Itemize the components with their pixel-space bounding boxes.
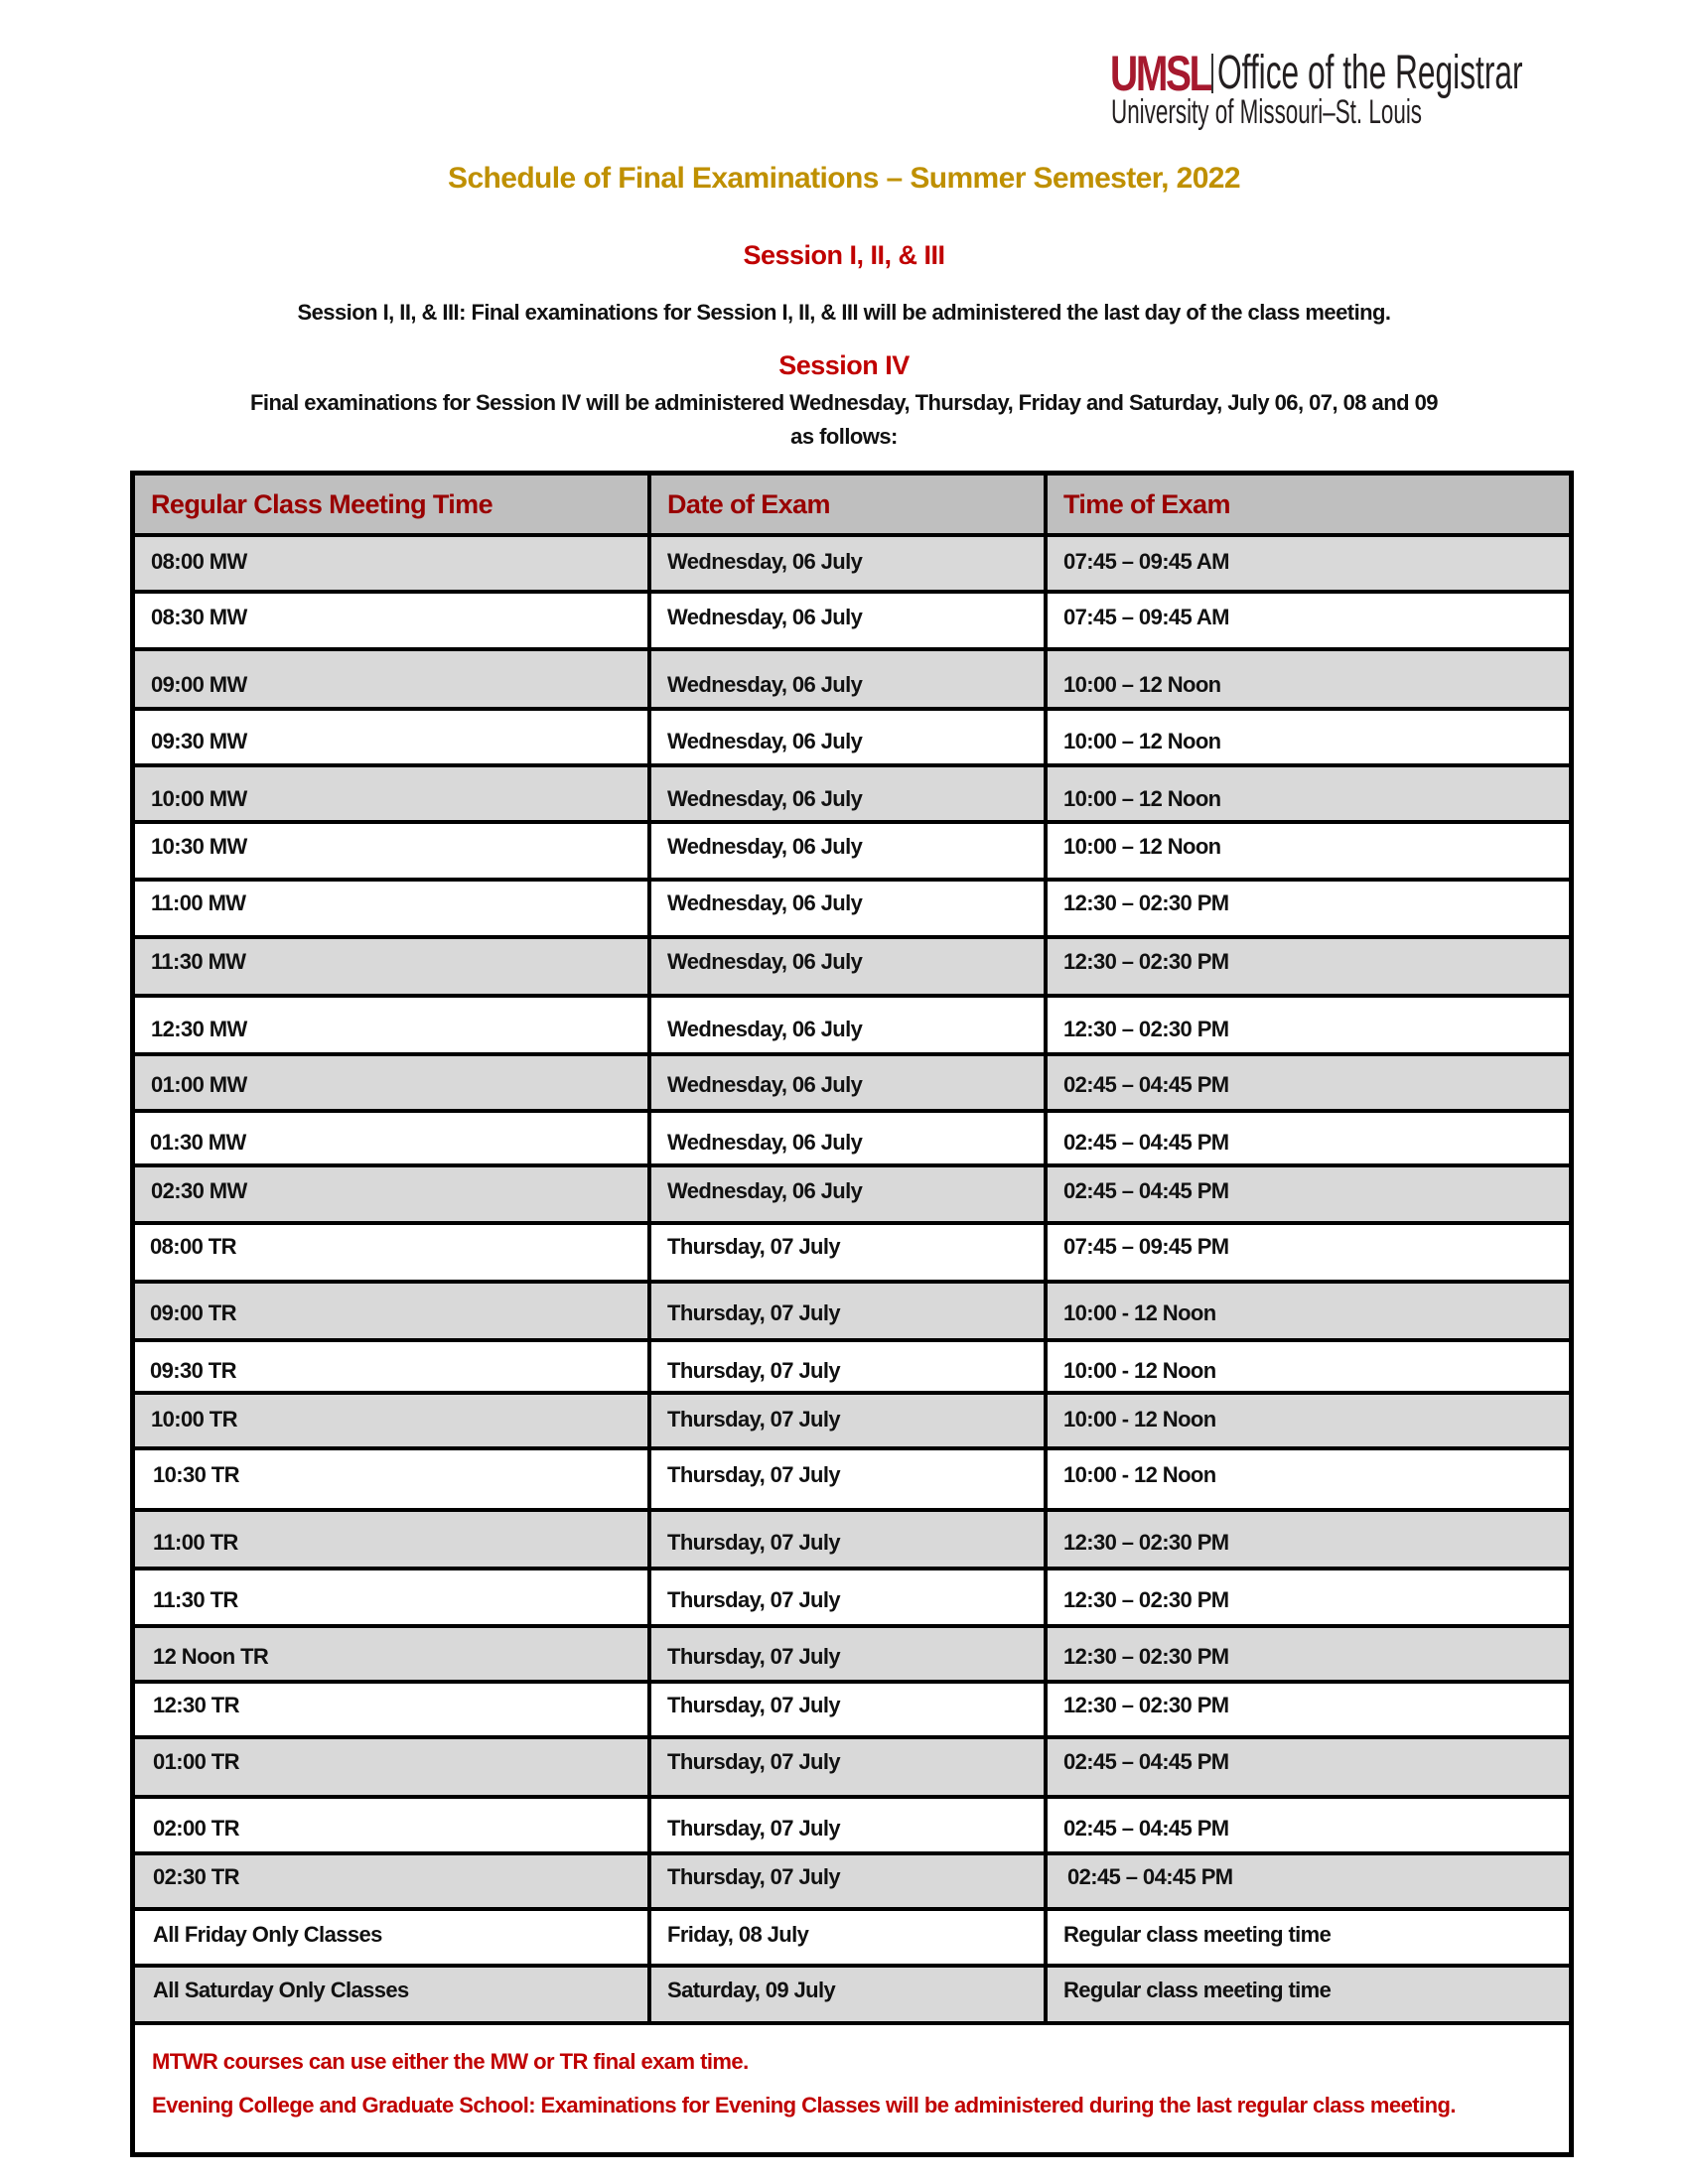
cell-meeting-time: 11:30 TR	[153, 1587, 238, 1612]
umsl-registrar-logo	[1110, 48, 1607, 137]
table-row	[135, 1342, 1569, 1395]
session-1-3-text: Session I, II, & III: Final examinations for Session I, II, & III will be administered the last day of the class meeting.	[297, 300, 1391, 325]
cell-exam-date: Wednesday, 06 July	[667, 1072, 863, 1097]
table-row	[135, 939, 1569, 998]
cell-exam-date: Thursday, 07 July	[667, 1644, 841, 1669]
cell-exam-time: 12:30 – 02:30 PM	[1063, 890, 1229, 915]
cell-exam-time: 10:00 - 12 Noon	[1063, 1300, 1216, 1325]
header-meeting-time: Regular Class Meeting Time	[151, 489, 493, 519]
cell-exam-date: Wednesday, 06 July	[667, 605, 863, 629]
cell-exam-time: 10:00 – 12 Noon	[1063, 834, 1221, 859]
note-evening-classes: Evening College and Graduate School: Examinations for Evening Classes will be administered during the last regular class meeting.	[152, 2093, 1456, 2117]
cell-exam-date: Thursday, 07 July	[667, 1816, 841, 1841]
cell-meeting-time: All Friday Only Classes	[153, 1922, 382, 1947]
header-exam-date: Date of Exam	[667, 489, 830, 519]
cell-meeting-time: 10:00 MW	[151, 786, 247, 811]
cell-exam-date: Wednesday, 06 July	[667, 549, 863, 574]
logo-divider	[1211, 54, 1213, 93]
session-4-text-line1: Final examinations for Session IV will be administered Wednesday, Thursday, Friday and Saturday, July 06, 07, 08 and 09	[250, 390, 1438, 415]
page-title: Schedule of Final Examinations – Summer Semester, 2022	[448, 162, 1240, 195]
cell-exam-time: 02:45 – 04:45 PM	[1063, 1130, 1229, 1155]
cell-exam-date: Thursday, 07 July	[667, 1407, 841, 1432]
cell-meeting-time: 08:00 MW	[151, 549, 247, 574]
exam-schedule-table	[130, 471, 1574, 2157]
cell-exam-time: 07:45 – 09:45 PM	[1063, 1234, 1229, 1259]
cell-exam-date: Wednesday, 06 July	[667, 1178, 863, 1203]
table-row	[135, 537, 1569, 594]
header-exam-time: Time of Exam	[1063, 489, 1230, 519]
table-row	[135, 998, 1569, 1056]
cell-exam-time: 02:45 – 04:45 PM	[1063, 1178, 1229, 1203]
table-row	[135, 1450, 1569, 1512]
table-row	[135, 594, 1569, 651]
cell-exam-date: Thursday, 07 July	[667, 1587, 841, 1612]
cell-meeting-time: 01:30 MW	[150, 1130, 246, 1155]
cell-exam-date: Thursday, 07 July	[667, 1234, 841, 1259]
cell-exam-time: 12:30 – 02:30 PM	[1063, 1530, 1229, 1555]
column-divider-2	[1044, 476, 1048, 2025]
table-row	[135, 1684, 1569, 1739]
cell-exam-date: Thursday, 07 July	[667, 1864, 841, 1889]
table-row	[135, 1113, 1569, 1167]
session-1-3-heading: Session I, II, & III	[743, 240, 945, 270]
cell-meeting-time: 11:30 MW	[151, 949, 246, 974]
cell-meeting-time: 12 Noon TR	[153, 1644, 269, 1669]
table-row	[135, 1799, 1569, 1855]
table-row	[135, 1968, 1569, 2025]
cell-exam-time: 02:45 – 04:45 PM	[1063, 1816, 1229, 1841]
cell-exam-time: 12:30 – 02:30 PM	[1063, 949, 1229, 974]
cell-exam-date: Friday, 08 July	[667, 1922, 809, 1947]
cell-meeting-time: 01:00 TR	[153, 1749, 239, 1774]
table-row	[135, 651, 1569, 711]
cell-exam-date: Wednesday, 06 July	[667, 672, 863, 697]
table-row	[135, 824, 1569, 882]
logo-office-name: Office of the Registrar	[1217, 47, 1523, 99]
cell-exam-time: 10:00 - 12 Noon	[1063, 1407, 1216, 1432]
cell-exam-time: 12:30 – 02:30 PM	[1063, 1693, 1229, 1717]
note-mtwr: MTWR courses can use either the MW or TR final exam time.	[152, 2049, 749, 2074]
cell-exam-date: Wednesday, 06 July	[667, 1017, 863, 1041]
cell-meeting-time: All Saturday Only Classes	[153, 1978, 409, 2002]
cell-meeting-time: 12:30 TR	[153, 1693, 239, 1717]
cell-exam-time: Regular class meeting time	[1063, 1978, 1332, 2002]
cell-meeting-time: 09:00 TR	[150, 1300, 236, 1325]
cell-exam-date: Thursday, 07 July	[667, 1693, 841, 1717]
cell-exam-date: Thursday, 07 July	[667, 1749, 841, 1774]
cell-exam-time: 12:30 – 02:30 PM	[1063, 1644, 1229, 1669]
cell-exam-time: 02:45 – 04:45 PM	[1067, 1864, 1233, 1889]
cell-exam-date: Wednesday, 06 July	[667, 1130, 863, 1155]
session-4-heading: Session IV	[778, 350, 910, 380]
column-divider-1	[647, 476, 651, 2025]
table-row	[135, 1628, 1569, 1684]
cell-exam-time: 10:00 - 12 Noon	[1063, 1358, 1216, 1383]
cell-meeting-time: 11:00 MW	[151, 890, 246, 915]
cell-meeting-time: 10:00 TR	[151, 1407, 237, 1432]
table-row	[135, 1855, 1569, 1911]
cell-meeting-time: 11:00 TR	[153, 1530, 238, 1555]
table-row	[135, 882, 1569, 939]
cell-meeting-time: 09:30 TR	[150, 1358, 236, 1383]
table-row	[135, 767, 1569, 824]
table-row	[135, 1167, 1569, 1225]
table-row	[135, 1395, 1569, 1450]
cell-meeting-time: 09:30 MW	[151, 729, 247, 753]
logo-umsl-wordmark: UMSL	[1110, 46, 1211, 101]
cell-meeting-time: 02:30 MW	[151, 1178, 247, 1203]
table-row	[135, 1911, 1569, 1968]
cell-exam-time: Regular class meeting time	[1063, 1922, 1332, 1947]
cell-exam-date: Thursday, 07 July	[667, 1300, 841, 1325]
cell-exam-time: 07:45 – 09:45 AM	[1063, 605, 1229, 629]
cell-meeting-time: 01:00 MW	[151, 1072, 247, 1097]
cell-exam-time: 12:30 – 02:30 PM	[1063, 1017, 1229, 1041]
cell-exam-date: Wednesday, 06 July	[667, 729, 863, 753]
cell-exam-time: 02:45 – 04:45 PM	[1063, 1072, 1229, 1097]
cell-exam-date: Thursday, 07 July	[667, 1530, 841, 1555]
cell-exam-time: 10:00 - 12 Noon	[1063, 1462, 1216, 1487]
cell-meeting-time: 02:00 TR	[153, 1816, 239, 1841]
cell-exam-date: Wednesday, 06 July	[667, 786, 863, 811]
cell-exam-time: 12:30 – 02:30 PM	[1063, 1587, 1229, 1612]
table-row	[135, 711, 1569, 767]
table-row	[135, 1284, 1569, 1342]
cell-meeting-time: 08:30 MW	[151, 605, 247, 629]
cell-exam-date: Saturday, 09 July	[667, 1978, 836, 2002]
cell-meeting-time: 08:00 TR	[150, 1234, 236, 1259]
table-row	[135, 1739, 1569, 1799]
cell-exam-time: 10:00 – 12 Noon	[1063, 786, 1221, 811]
cell-exam-time: 07:45 – 09:45 AM	[1063, 549, 1229, 574]
cell-meeting-time: 12:30 MW	[151, 1017, 247, 1041]
cell-meeting-time: 09:00 MW	[151, 672, 247, 697]
table-row	[135, 1056, 1569, 1113]
cell-exam-date: Wednesday, 06 July	[667, 890, 863, 915]
table-row	[135, 1225, 1569, 1284]
table-row	[135, 1512, 1569, 1570]
logo-university-name: University of Missouri–St. Louis	[1111, 93, 1423, 131]
table-header-row	[135, 476, 1569, 537]
table-row	[135, 1570, 1569, 1628]
table-footer-notes	[135, 2025, 1569, 2157]
cell-exam-date: Wednesday, 06 July	[667, 949, 863, 974]
cell-exam-time: 10:00 – 12 Noon	[1063, 729, 1221, 753]
cell-meeting-time: 10:30 MW	[151, 834, 247, 859]
session-4-text-line2: as follows:	[790, 424, 898, 449]
cell-exam-date: Thursday, 07 July	[667, 1462, 841, 1487]
cell-exam-date: Thursday, 07 July	[667, 1358, 841, 1383]
cell-exam-date: Wednesday, 06 July	[667, 834, 863, 859]
cell-meeting-time: 02:30 TR	[153, 1864, 239, 1889]
cell-exam-time: 10:00 – 12 Noon	[1063, 672, 1221, 697]
cell-meeting-time: 10:30 TR	[153, 1462, 239, 1487]
cell-exam-time: 02:45 – 04:45 PM	[1063, 1749, 1229, 1774]
